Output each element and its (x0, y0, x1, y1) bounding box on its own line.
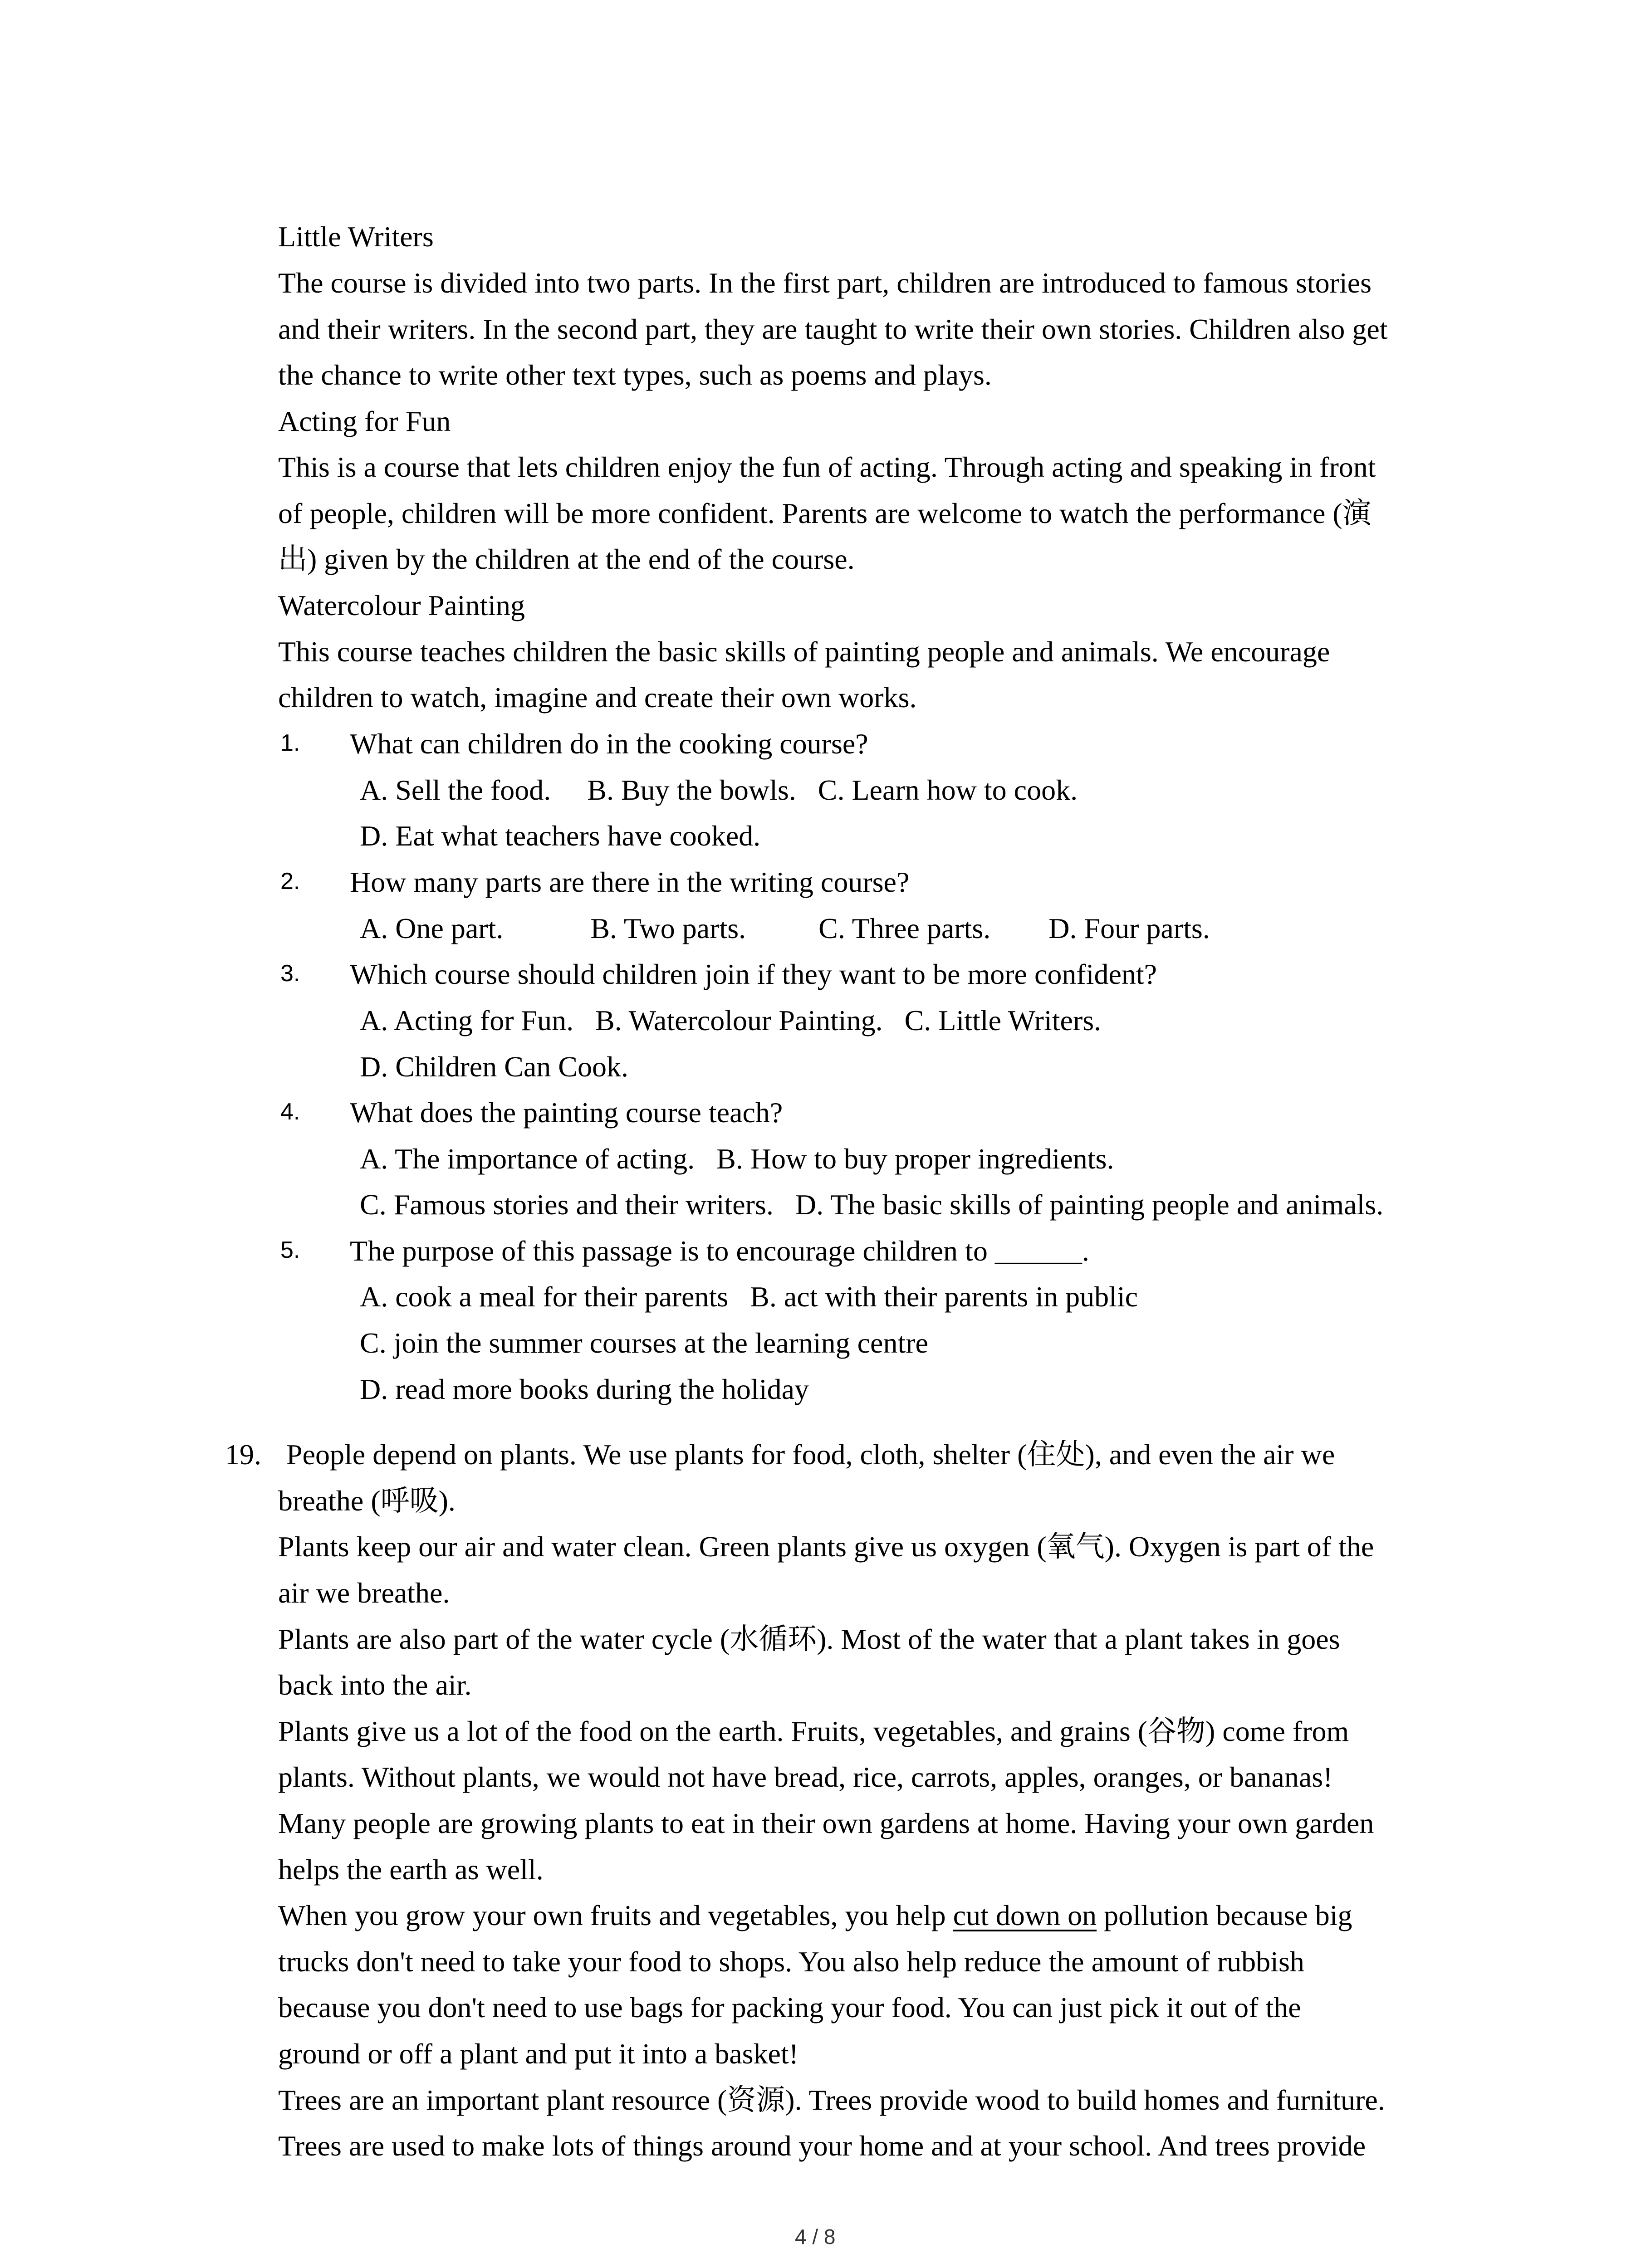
paragraph-line: the chance to write other text types, such as poems and plays. (278, 359, 992, 391)
question-number: 5. (280, 1237, 300, 1263)
paragraph-line: because you don't need to use bags for packing your food. You can just pick it out of the (278, 1991, 1301, 2024)
paragraph-line: air we breathe. (278, 1577, 450, 1609)
page-indicator: 4 / 8 (795, 2225, 836, 2248)
question-text: The purpose of this passage is to encourage children to ______. (350, 1235, 1089, 1267)
paragraph-line: Trees are an important plant resource (资源). Trees provide wood to build homes and furniture. (278, 2084, 1385, 2116)
paragraph-line: and their writers. In the second part, they are taught to write their own stories. Children also get (278, 313, 1388, 345)
question-text: What can children do in the cooking course? (350, 728, 868, 760)
section-number: 19. (225, 1438, 261, 1471)
paragraph-line: helps the earth as well. (278, 1853, 544, 1886)
heading-watercolour-painting: Watercolour Painting (278, 589, 525, 621)
question-text: What does the painting course teach? (350, 1096, 783, 1129)
paragraph-line: People depend on plants. We use plants for food, cloth, shelter (住处), and even the air we (286, 1438, 1335, 1471)
text-segment: pollution because big (1097, 1899, 1352, 1931)
heading-acting-for-fun: Acting for Fun (278, 405, 451, 437)
question-options: D. read more books during the holiday (360, 1373, 809, 1405)
paragraph-line: of people, children will be more confident. Parents are welcome to watch the performance (演 (278, 497, 1372, 529)
question-options: C. Famous stories and their writers. D. The basic skills of painting people and animals. (360, 1188, 1384, 1221)
question-options: C. join the summer courses at the learning centre (360, 1327, 928, 1359)
paragraph-line: children to watch, imagine and create their own works. (278, 681, 917, 714)
paragraph-line: This course teaches children the basic skills of painting people and animals. We encourage (278, 635, 1330, 668)
underlined-phrase: cut down on (953, 1899, 1097, 1931)
question-options: A. One part. B. Two parts. C. Three parts. D. Four parts. (360, 912, 1210, 944)
question-options: A. Acting for Fun. B. Watercolour Painting. C. Little Writers. (360, 1004, 1102, 1036)
question-options: A. The importance of acting. B. How to buy proper ingredients. (360, 1143, 1114, 1175)
question-text: How many parts are there in the writing course? (350, 866, 910, 898)
paragraph-line: Plants are also part of the water cycle (水循环). Most of the water that a plant takes in goes (278, 1623, 1340, 1655)
paragraph-line: trucks don't need to take your food to shops. You also help reduce the amount of rubbish (278, 1945, 1304, 1978)
question-number: 3. (280, 960, 300, 987)
paragraph-line: plants. Without plants, we would not have bread, rice, carrots, apples, oranges, or bananas! (278, 1761, 1333, 1793)
paragraph-line: breathe (呼吸). (278, 1485, 456, 1517)
question-options: D. Eat what teachers have cooked. (360, 820, 761, 852)
question-options: D. Children Can Cook. (360, 1051, 628, 1083)
paragraph-line: Plants keep our air and water clean. Green plants give us oxygen (氧气). Oxygen is part of the (278, 1530, 1374, 1563)
paragraph-line: 出) given by the children at the end of the course. (278, 543, 855, 575)
paragraph-line: The course is divided into two parts. In the first part, children are introduced to famous stories (278, 267, 1372, 299)
paragraph-line: Plants give us a lot of the food on the earth. Fruits, vegetables, and grains (谷物) come from (278, 1715, 1349, 1747)
question-options: A. Sell the food. B. Buy the bowls. C. Learn how to cook. (360, 774, 1078, 806)
paragraph-line: back into the air. (278, 1669, 472, 1701)
paragraph-line: This is a course that lets children enjoy the fun of acting. Through acting and speaking in front (278, 451, 1376, 483)
heading-little-writers: Little Writers (278, 220, 434, 253)
question-options: A. cook a meal for their parents B. act with their parents in public (360, 1281, 1138, 1313)
paragraph-line: ground or off a plant and put it into a basket! (278, 2038, 798, 2070)
paragraph-line-with-underline (278, 1901, 1352, 1930)
question-number: 2. (280, 868, 300, 894)
paragraph-line: Many people are growing plants to eat in their own gardens at home. Having your own garden (278, 1807, 1374, 1839)
question-text: Which course should children join if they want to be more confident? (350, 958, 1157, 990)
question-number: 1. (280, 730, 300, 756)
text-segment: When you grow your own fruits and vegetables, you help (278, 1899, 953, 1931)
question-number: 4. (280, 1099, 300, 1125)
paragraph-line: Trees are used to make lots of things around your home and at your school. And trees provide (278, 2130, 1366, 2162)
